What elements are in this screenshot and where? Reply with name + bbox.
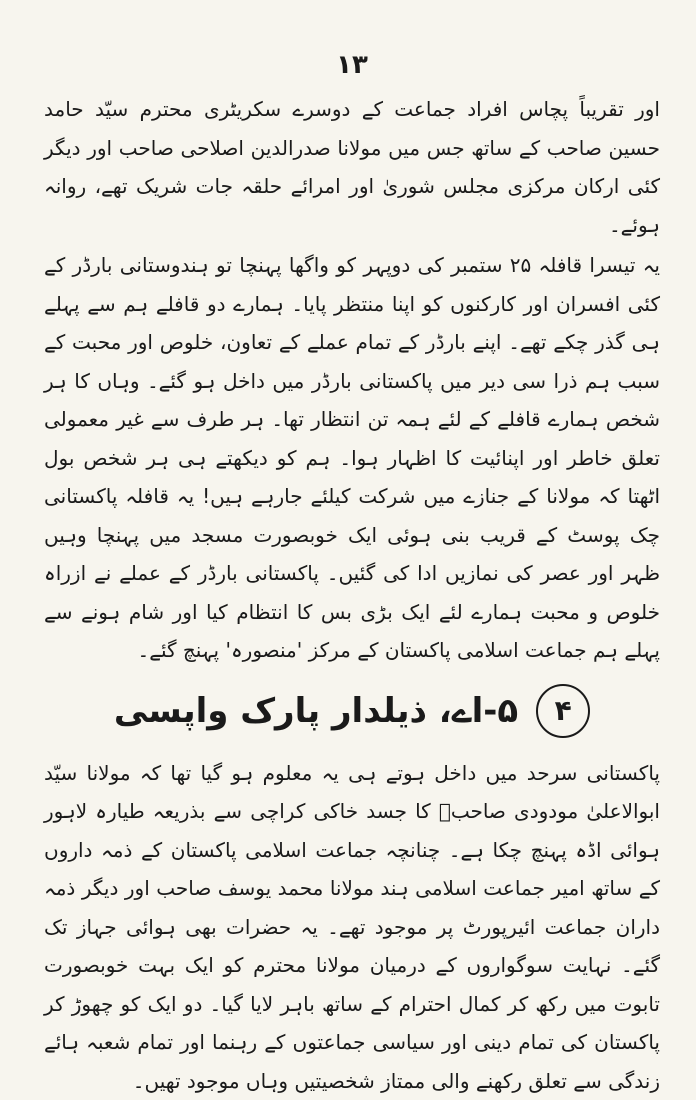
paragraph-third-caravan: یہ تیسرا قافلہ ۲۵ ستمبر کی دوپہر کو واگھا پہنچا تو ہندوستانی بارڈر کے کئی افسران اور کارکنوں کو اپنا منتظر پایا۔ ہمارے دو قافلے ہم سے پہلے ہی گذر چکے تھے۔ اپنے بارڈر کے تمام عملے کے تعاون، خلوص اور محبت کے سبب ہم ذرا سی دیر میں پاکستانی بارڈر میں داخل ہو گئے۔ وہاں کا ہر شخص ہمارے قافلے کے لئے ہمہ تن انتظار تھا۔ ہر طرف سے غیر معمولی تعلق خاطر اور اپنائیت کا اظہار ہوا۔ ہم کو دیکھتے ہی ہر شخص بول اٹھتا کہ مولانا کے جنازے میں شرکت کیلئے جارہے ہیں! یہ قافلہ پاکستانی چک پوسٹ کے قریب بنی ہوئی ایک خوبصورت مسجد میں پہنچا وہیں ظہر اور عصر کی نمازیں ادا کی گئیں۔ پاکستانی بارڈر کے عملے نے ازراہ خلوص و محبت ہمارے لئے ایک بڑی بس کا انتظام کیا اور شام ہونے سے پہلے ہم جماعت اسلامی پاکستان کے مرکز 'منصورہ' پہنچ گئے۔ (44, 246, 660, 670)
page-number: ۱۳ (44, 48, 660, 82)
section-title: ۵-اے، ذیلدار پارک واپسی (114, 690, 518, 731)
paragraph-section-body: پاکستانی سرحد میں داخل ہوتے ہی یہ معلوم ہو گیا تھا کہ مولانا سیّد ابوالاعلیٰ مودودی صاحبؒ کا جسد خاکی کراچی سے بذریعہ طیارہ لاہور ہوائی اڈہ پہنچ چکا ہے۔ چنانچہ جماعت اسلامی پاکستان کے ذمہ داروں کے ساتھ امیر جماعت اسلامی ہند مولانا محمد یوسف صاحب اور دیگر ذمہ داران جماعت ائیرپورٹ پر موجود تھے۔ یہ حضرات بھی ہوائی جہاز تک گئے۔ نہایت سوگواروں کے درمیان مولانا محترم کو ایک بہت خوبصورت تابوت میں رکھ کر کمال احترام کے ساتھ باہر لایا گیا۔ دو ایک کو چھوڑ کر پاکستان کی تمام دینی اور سیاسی جماعتوں کے رہنما اور تمام شعبہ ہائے زندگی سے تعلق رکھنے والی ممتاز شخصیتیں وہاں موجود تھیں۔ (44, 754, 660, 1100)
paragraph-intro: اور تقریباً پچاس افراد جماعت کے دوسرے سکریٹری محترم سیّد حامد حسین صاحب کے ساتھ جس میں مولانا صدرالدین اصلاحی صاحب اور دیگر کئی ارکان مرکزی مجلس شوریٰ اور امرائے حلقہ جات شریک تھے، روانہ ہوئے۔ (44, 90, 660, 244)
section-number-circle: ۴ (536, 684, 590, 738)
section-heading (44, 674, 660, 748)
